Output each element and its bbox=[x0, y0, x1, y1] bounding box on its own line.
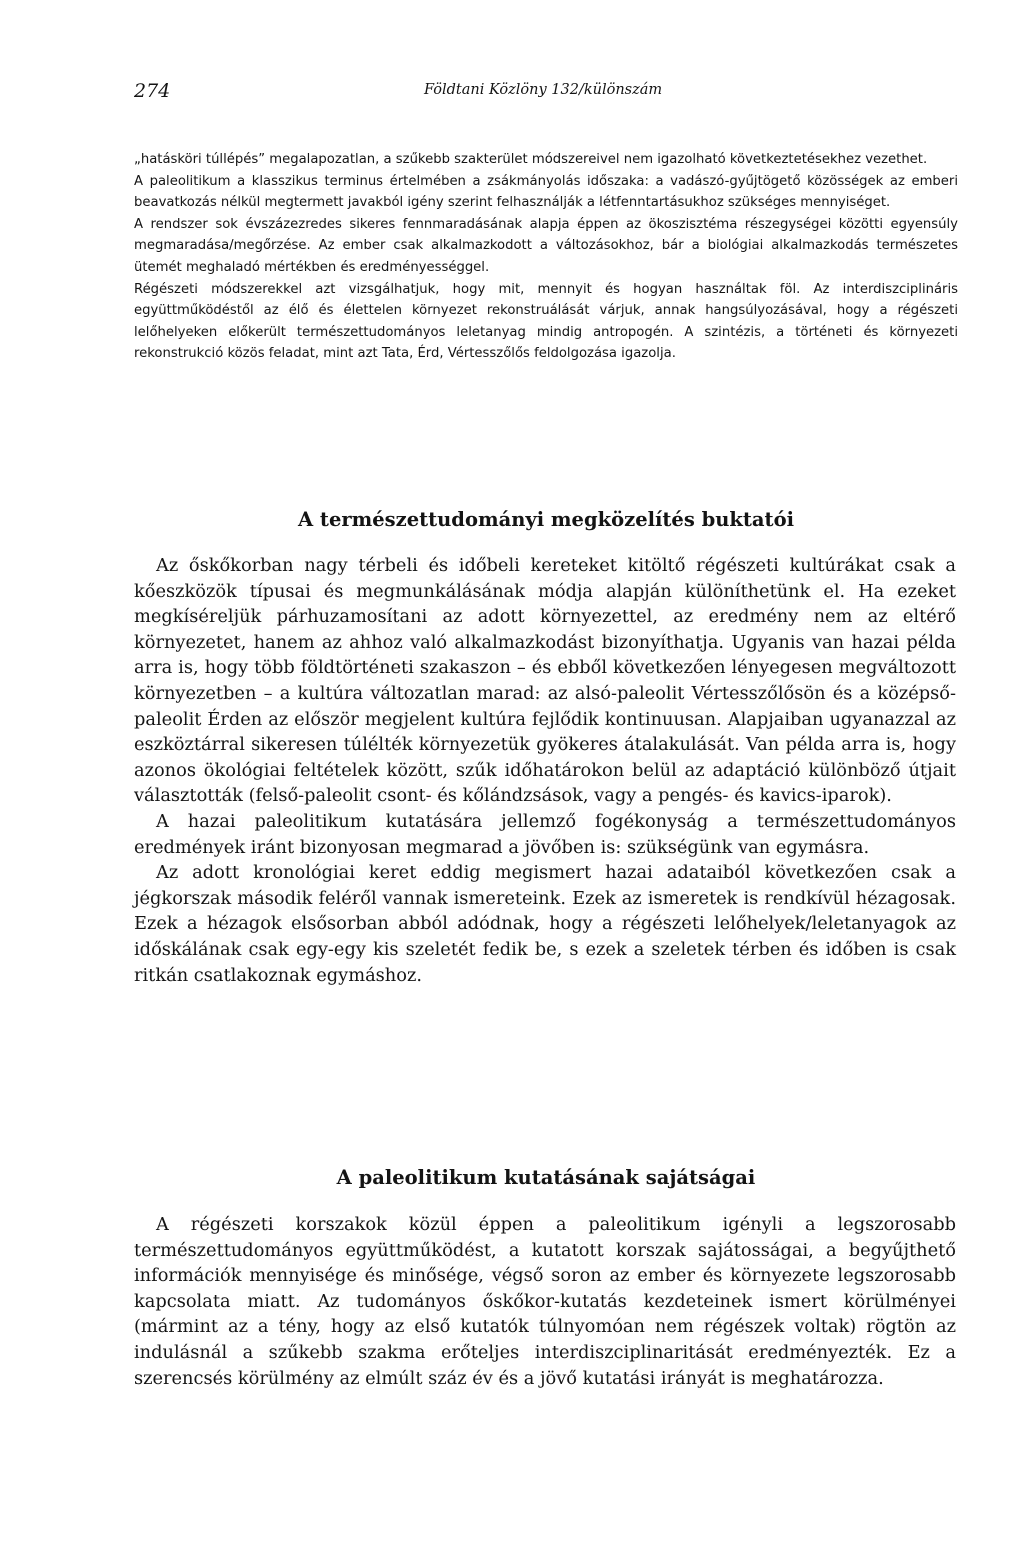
section-heading: A paleolitikum kutatásának sajátságai bbox=[336, 1166, 756, 1189]
page-number: 274 bbox=[134, 80, 171, 102]
running-header bbox=[134, 80, 958, 104]
body-paragraph: Az adott kronológiai keret eddig megismert hazai adataiból következően csak a jégkorszak második feléről vannak ismereteink. Ezek az ismeretek is rendkívül hézagosak. Ezek a hézagok elsősorban abból adódnak, hogy a régészeti lelőhelyek/leletanyagok az időskálának csak egy-egy kis szeletét fedik be, s ezek a szeletek térben és időben is csak ritkán csatlakoznak egymáshoz. bbox=[134, 862, 956, 986]
intro-text bbox=[134, 149, 958, 365]
section-body bbox=[134, 1212, 956, 1391]
body-paragraph: Az őskőkorban nagy térbeli és időbeli kereteket kitöltő régészeti kultúrákat csak a kőeszközök típusai és megmunkálásának módja alapján különíthetünk el. Ha ezeket megkíséreljük párhuzamosítani az adott környezettel, az eredmény nem az eltérő környezetet, hanem az ahhoz való alkalmazkodást bizonyíthatja. Ugyanis van hazai példa arra is, hogy több földtörténeti szakaszon – és ebből következően lényegesen megváltozott környezetben – a kultúra változatlan marad: az alsó-paleolit Vértesszőlősön és a középső-paleolit Érden az először megjelent kultúra fejlődik kontinuusan. Alapjaiban ugyanazzal az eszköztárral sikeresen túlélték környezetük gyökeres átalakulását. Van példa arra is, hogy azonos ökológiai feltételek között, szűk időhatárokon belül az adaptáció különböző útjait választották (felső-paleolit csont- és kőlándzsások, vagy a pengés- és kavics-iparok). bbox=[134, 555, 956, 807]
intro-paragraph: A paleolitikum a klasszikus terminus értelmében a zsákmányolás időszaka: a vadászó-gyűjtögető közösségek az emberi beavatkozás nélkül megtermett javakból igény szerint felhasználják a létfenntartásukhoz szükséges mennyiséget. bbox=[134, 173, 958, 211]
section-body bbox=[134, 553, 956, 988]
intro-paragraph: Régészeti módszerekkel azt vizsgálhatjuk, hogy mit, mennyit és hogyan használtak föl. Az interdiszciplináris együttműködéstől az élő és élettelen környezet rekonstruálását várjuk, annak hangsúlyozásával, hogy a régészeti lelőhelyeken előkerült természettudományos leletanyag mindig antropogén. A szintézis, a történeti és környezeti rekonstrukció közös feladat, mint azt Tata, Érd, Vértesszőlős feldolgozása igazolja. bbox=[134, 281, 958, 362]
section-heading: A természettudományi megközelítés buktatói bbox=[298, 508, 794, 531]
intro-paragraph: „hatásköri túllépés” megalapozatlan, a szűkebb szakterület módszereivel nem igazolható következtetésekhez vezethet. bbox=[134, 152, 928, 167]
intro-paragraph: A rendszer sok évszázezredes sikeres fennmaradásának alapja éppen az ökoszisztéma részegységei közötti egyensúly megmaradása/megőrzése. Az ember csak alkalmazkodott a változásokhoz, bár a biológiai alkalmazkodás természetes ütemét meghaladó mértékben és eredményességgel. bbox=[134, 216, 958, 275]
journal-title: Földtani Közlöny 132/különszám bbox=[424, 82, 663, 98]
body-paragraph: A régészeti korszakok közül éppen a paleolitikum igényli a legszorosabb természettudományos együttműködést, a kutatott korszak sajátosságai, a begyűjthető információk mennyisége és minősége, végső soron az ember és környezete legszorosabb kapcsolata miatt. Az tudományos őskőkor-kutatás kezdeteinek ismert körülményei (mármint az a tény, hogy az első kutatók túlnyomóan nem régészek voltak) rögtön az indulásnál a szűkebb szakma erőteljes interdiszciplinaritását eredményezték. Ez a szerencsés körülmény az elmúlt száz év és a jövő kutatási irányát is meghatározza. bbox=[134, 1214, 956, 1389]
body-paragraph: A hazai paleolitikum kutatására jellemző fogékonyság a természettudományos eredmények iránt bizonyosan megmarad a jövőben is: szükségünk van egymásra. bbox=[134, 810, 956, 858]
